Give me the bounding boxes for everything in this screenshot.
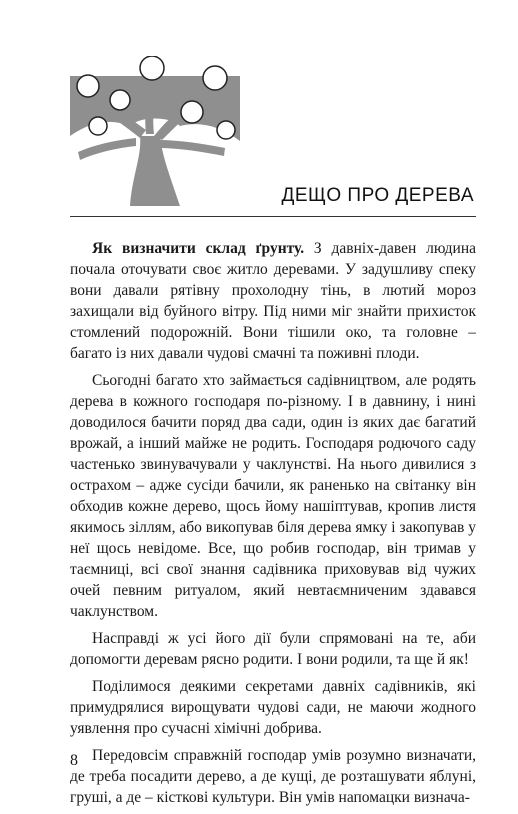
apple-tree-icon bbox=[70, 56, 240, 206]
paragraph-1 bbox=[70, 238, 476, 364]
paragraph-4: Поділимося деякими секретами давніх садівників, які примудрялися вирощувати чудові сади, не маючи жодного уявлення про сучасні хімічні добрива. bbox=[70, 678, 476, 737]
paragraph-1-text: З давніх-давен людина почала оточувати своє житло деревами. У задушливу спеку вони давали рятівну прохолодну тінь, в лютий мороз захищали від буйного вітру. Під ними міг знайти прихисток стомлений подорожній. Вони тішили око, та головне – багато із них давали чудові смачні та поживні плоди. bbox=[70, 240, 476, 362]
page-number: 8 bbox=[70, 752, 78, 769]
lead-heading: Як визначити склад ґрунту. bbox=[92, 240, 305, 257]
header-rule bbox=[70, 216, 476, 217]
paragraph-5: Передовсім справжній господар умів розумно визначати, де треба посадити дерево, а де кущі, де розташувати яблуні, груші, а де – кісткові культури. Він умів напомацки визнача- bbox=[70, 747, 476, 806]
chapter-title: ДЕЩО ПРО ДЕРЕВА bbox=[281, 185, 474, 206]
paragraph-3: Насправді ж усі його дії були спрямовані на те, аби допомогти деревам рясно родити. І вони родили, та ще й як! bbox=[70, 630, 476, 668]
body-text bbox=[70, 238, 476, 814]
paragraph-2: Сьогодні багато хто займається садівництвом, але родять дерева в кожного господаря по-різному. І в давнину, і нині доводилося бачити поряд два сади, один із яких дає багатий врожай, а інший майже не родить. Господаря родючого саду частенько звинувачували у чаклунстві. На нього дивилися з острахом – адже сусіди бачили, як раненько на світанку він обходив кожне дерево, щось йому нашіптував, кропив листя якимось зіллям, або викопував біля дерева ямку і закопував у неї щось невідоме. Все, що робив господар, він тримав у таємниці, всі свої знання садівника приховував від чужих очей певним ритуалом, який невтаємниченим здавався чаклунством. bbox=[70, 372, 476, 620]
